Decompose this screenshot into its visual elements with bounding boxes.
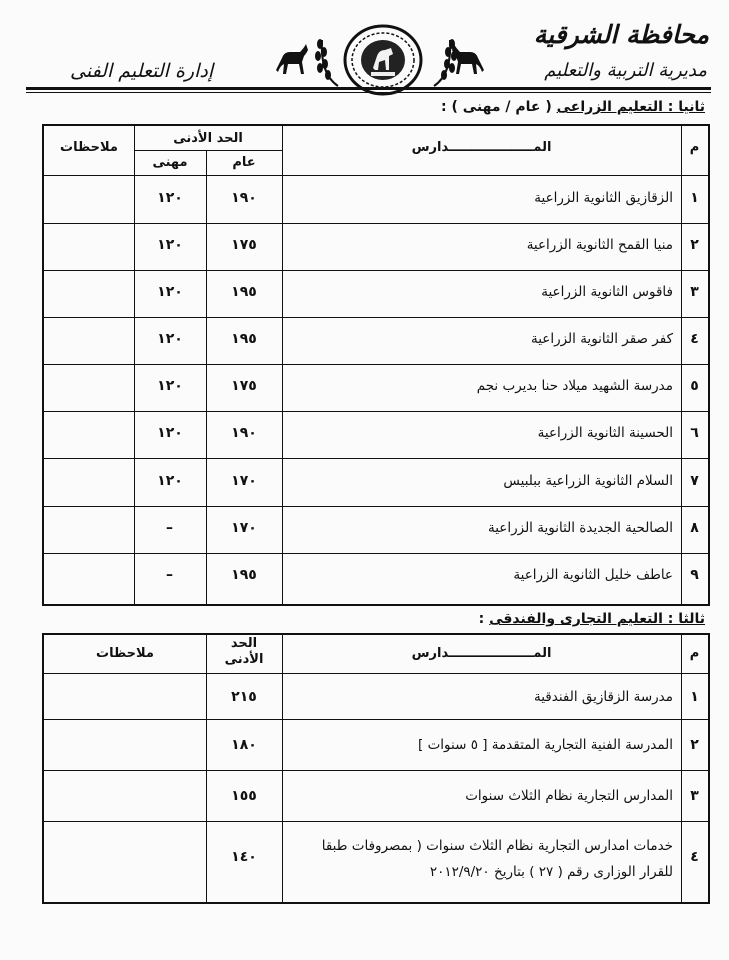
row-number: ٤ bbox=[690, 331, 699, 347]
row-number: ٧ bbox=[690, 473, 699, 489]
directorate-name: مديرية التربية والتعليم bbox=[544, 60, 707, 81]
row-rule bbox=[44, 364, 708, 365]
school-name: الصالحية الجديدة الثانوية الزراعية bbox=[487, 520, 673, 536]
school-name: المدرسة الفنية التجارية المتقدمة [ ٥ سنوات ] bbox=[418, 737, 673, 753]
row-rule bbox=[44, 719, 708, 720]
header-rule-thick bbox=[26, 87, 711, 90]
header-schools: المـــــــــــــــــــدارس bbox=[411, 646, 552, 661]
row-number: ٩ bbox=[690, 567, 699, 583]
vocational-min: ١٢٠ bbox=[157, 190, 183, 206]
row-number: ١ bbox=[690, 190, 699, 206]
vocational-min: – bbox=[166, 567, 174, 583]
header-no: م bbox=[689, 646, 700, 661]
min-score: ٢١٥ bbox=[231, 689, 257, 705]
row-number: ٢ bbox=[690, 737, 699, 753]
vocational-min: ١٢٠ bbox=[157, 425, 183, 441]
general-min: ١٩٠ bbox=[231, 190, 257, 206]
header-notes: ملاحظات bbox=[60, 140, 118, 155]
header-notes: ملاحظات bbox=[96, 646, 154, 661]
row-number: ٤ bbox=[690, 849, 699, 865]
header-min-score-line1: الحد bbox=[230, 636, 258, 651]
row-number: ٨ bbox=[690, 520, 699, 536]
row-rule bbox=[44, 411, 708, 412]
vocational-min: – bbox=[166, 520, 174, 536]
header-rule bbox=[44, 175, 708, 176]
section2-title bbox=[441, 99, 705, 115]
general-min: ١٩٥ bbox=[231, 331, 257, 347]
row-rule bbox=[44, 506, 708, 507]
school-name: مدرسة الشهيد ميلاد حنا بديرب نجم bbox=[476, 378, 673, 394]
row-rule bbox=[44, 553, 708, 554]
horse-right-icon bbox=[448, 40, 488, 80]
header-rule bbox=[44, 673, 708, 674]
row-rule bbox=[44, 270, 708, 271]
row-rule bbox=[44, 223, 708, 224]
school-name: منيا القمح الثانوية الزراعية bbox=[526, 237, 673, 253]
wheat-left-icon bbox=[312, 34, 342, 89]
row-rule bbox=[44, 821, 708, 822]
header-no: م bbox=[689, 140, 700, 155]
header-schools: المـــــــــــــــــــدارس bbox=[411, 140, 552, 155]
letterhead bbox=[0, 0, 729, 100]
school-name: فاقوس الثانوية الزراعية bbox=[541, 284, 673, 300]
min-score: ١٨٠ bbox=[231, 737, 257, 753]
vocational-min: ١٢٠ bbox=[157, 473, 183, 489]
row-number: ٣ bbox=[690, 284, 699, 300]
agricultural-schools-table bbox=[42, 124, 710, 606]
commercial-hotel-schools-table bbox=[42, 633, 710, 904]
section2-title-lead: ثانيا : التعليم الزراعى bbox=[556, 99, 705, 115]
min-score: ١٤٠ bbox=[231, 849, 257, 865]
general-min: ١٩٥ bbox=[231, 567, 257, 583]
general-min: ١٩٠ bbox=[231, 425, 257, 441]
general-min: ١٧٥ bbox=[231, 378, 257, 394]
governorate-name: محافظة الشرقية bbox=[533, 20, 709, 49]
school-name: كفر صقر الثانوية الزراعية bbox=[530, 331, 673, 347]
school-name: الزقازيق الثانوية الزراعية bbox=[534, 190, 673, 206]
header-min-score: الحد الأدنى bbox=[173, 131, 243, 146]
row-number: ٣ bbox=[690, 788, 699, 804]
row-number: ٢ bbox=[690, 237, 699, 253]
vocational-min: ١٢٠ bbox=[157, 237, 183, 253]
school-name: المدارس التجارية نظام الثلاث سنوات bbox=[465, 788, 673, 804]
header-rule-thin bbox=[26, 92, 711, 93]
school-name: خدمات امدارس التجارية نظام الثلاث سنوات ( بمصروفات طبقا للقرار الوزارى رقم ( ٢٧ ) بتاريخ ٢٠١٢/٩/٢٠ bbox=[321, 838, 673, 880]
col-divider bbox=[282, 126, 283, 604]
section2-title-rest: ( عام / مهنى ) : bbox=[440, 99, 552, 115]
row-rule bbox=[44, 458, 708, 459]
vocational-min: ١٢٠ bbox=[157, 284, 183, 300]
vocational-min: ١٢٠ bbox=[157, 331, 183, 347]
school-name: السلام الثانوية الزراعية ببلبيس bbox=[503, 473, 673, 489]
vocational-min: ١٢٠ bbox=[157, 378, 183, 394]
horse-left-icon bbox=[272, 40, 312, 80]
header-min-score-line2: الأدنى bbox=[224, 652, 264, 667]
col-divider bbox=[282, 635, 283, 902]
school-name: عاطف خليل الثانوية الزراعية bbox=[513, 567, 673, 583]
row-number: ٥ bbox=[690, 378, 699, 394]
section3-title bbox=[479, 611, 705, 627]
header-vocational: مهنى bbox=[152, 155, 188, 170]
row-number: ١ bbox=[690, 689, 699, 705]
department-name: إدارة التعليم الفنى bbox=[70, 60, 214, 82]
row-rule bbox=[44, 317, 708, 318]
min-score: ١٥٥ bbox=[231, 788, 257, 804]
row-number: ٦ bbox=[690, 425, 699, 441]
general-min: ١٩٥ bbox=[231, 284, 257, 300]
school-name: الحسينة الثانوية الزراعية bbox=[537, 425, 673, 441]
header-general: عام bbox=[232, 155, 256, 170]
governorate-emblem-icon bbox=[343, 24, 423, 96]
section3-title-lead: ثالثا : التعليم التجارى والفندقى bbox=[489, 611, 705, 627]
row-rule bbox=[44, 770, 708, 771]
general-min: ١٧٠ bbox=[231, 520, 257, 536]
school-name: مدرسة الزقازيق الفندقية bbox=[533, 689, 673, 705]
general-min: ١٧٠ bbox=[231, 473, 257, 489]
header-sub-rule bbox=[134, 150, 282, 151]
section3-title-rest: : bbox=[478, 611, 485, 627]
general-min: ١٧٥ bbox=[231, 237, 257, 253]
